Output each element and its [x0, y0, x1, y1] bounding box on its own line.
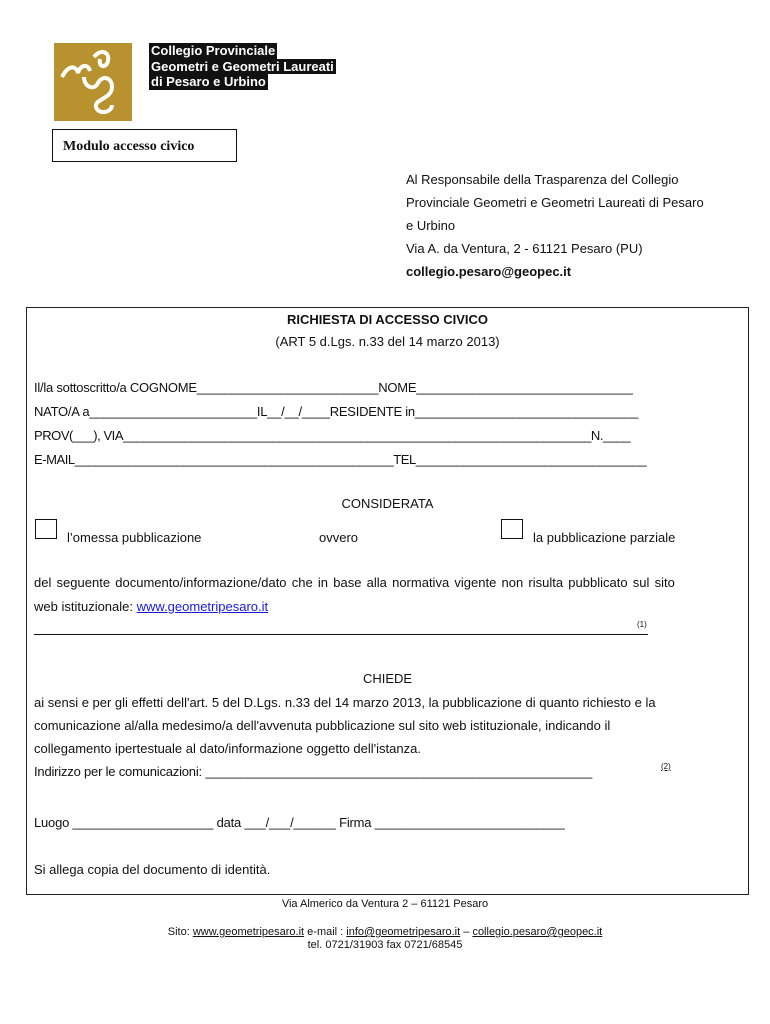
request-subtitle: (ART 5 d.Lgs. n.33 del 14 marzo 2013) — [275, 334, 500, 349]
field-row-birth[interactable]: NATO/A a________________________IL__/__/____RESIDENTE in________________________________ — [34, 404, 639, 419]
org-line-1: Collegio Provinciale — [151, 43, 276, 58]
chiede-text-1: ai sensi e per gli effetti dell'art. 5 del D.Lgs. n.33 del 14 marzo 2013, la pubblicazione di quanto richiesto e la — [34, 695, 656, 710]
footer-email-link[interactable]: info@geometripesaro.it — [346, 926, 461, 938]
chiede-heading: CHIEDE — [362, 671, 413, 686]
recipient-line-1: Al Responsabile della Trasparenza del Collegio — [406, 172, 679, 187]
footer-pec-link[interactable]: collegio.pesaro@geopec.it — [472, 926, 603, 938]
web-site-link[interactable]: www.geometripesaro.it — [136, 599, 269, 614]
footer-email-label: e-mail : — [307, 926, 344, 938]
considerata-heading: CONSIDERATA — [341, 496, 434, 511]
recipient-line-3: e Urbino — [406, 218, 456, 233]
footer-site-label: Sito: — [167, 926, 190, 938]
recipient-line-2: Provinciale Geometri e Geometri Laureati di Pesaro — [406, 195, 704, 210]
footnote-2-marker: (2) — [661, 762, 671, 771]
web-label: web istituzionale: — [34, 599, 133, 614]
college-logo — [54, 43, 132, 121]
org-line-3: di Pesaro e Urbino — [151, 74, 266, 89]
field-row-name[interactable]: Il/la sottoscritto/a COGNOME__________________________NOME_______________________________ — [34, 380, 633, 395]
or-label: ovvero — [319, 530, 359, 545]
recipient-line-4: Via A. da Ventura, 2 - 61121 Pesaro (PU) — [406, 241, 643, 256]
recipient-address — [406, 168, 746, 283]
option-omessa-label: l’omessa pubblicazione — [67, 530, 202, 545]
form-title-box: Modulo accesso civico — [52, 129, 237, 162]
chiede-text-2: comunicazione al/alla medesimo/a dell'avvenuta pubblicazione sul sito web istituzionale, indicando il — [34, 718, 611, 733]
document-field-line[interactable] — [34, 634, 648, 635]
place-date-signature-row[interactable]: Luogo ____________________ data ___/___/______ Firma ___________________________ — [34, 815, 565, 830]
field-row-address[interactable]: PROV(___), VIA_____________________________________________________________________N.____ — [34, 428, 631, 443]
document-description: del seguente documento/informazione/dato che in base alla normativa vigente non risulta pubblicato sul sito — [34, 575, 675, 590]
footer-phone: tel. 0721/31903 fax 0721/68545 — [307, 939, 463, 951]
org-line-2: Geometri e Geometri Laureati — [151, 58, 334, 74]
footer-address: Via Almerico da Ventura 2 – 61121 Pesaro — [281, 898, 489, 910]
checkbox-parziale[interactable] — [501, 519, 523, 539]
option-parziale-label: la pubblicazione parziale — [533, 530, 676, 545]
communication-address-field[interactable]: Indirizzo per le comunicazioni: _______________________________________________________ — [34, 764, 592, 779]
footer-site-link[interactable]: www.geometripesaro.it — [192, 926, 305, 938]
footer-dash: – — [463, 926, 470, 938]
recipient-email: collegio.pesaro@geopec.it — [406, 264, 572, 279]
chiede-text-3: collegamento ipertestuale al dato/informazione oggetto dell'istanza. — [34, 741, 421, 756]
checkbox-omessa[interactable] — [35, 519, 57, 539]
attachment-note: Si allega copia del documento di identità. — [34, 862, 271, 877]
organization-name — [149, 43, 336, 90]
footer-contacts — [0, 926, 770, 939]
field-row-contact[interactable]: E-MAIL_______________________________________________TEL__________________________________ — [34, 452, 647, 467]
web-site-line — [34, 599, 268, 614]
request-title: RICHIESTA DI ACCESSO CIVICO — [286, 312, 489, 327]
footnote-1-marker: (1) — [637, 620, 647, 629]
